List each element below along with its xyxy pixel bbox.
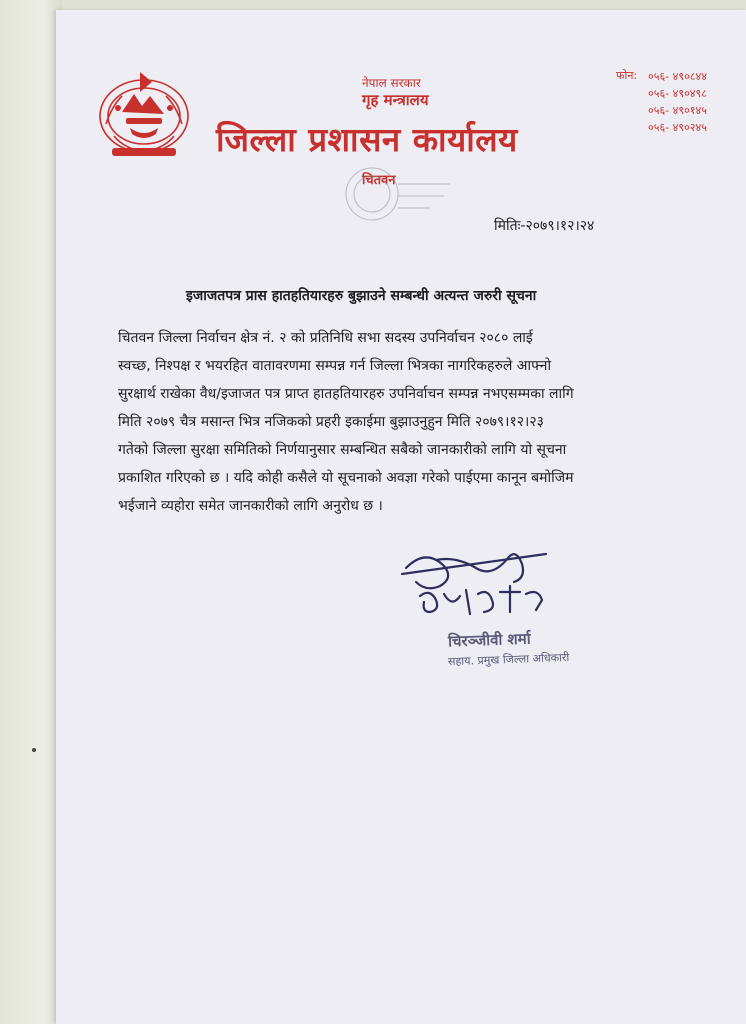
phone-list xyxy=(648,68,707,136)
district-name: चितवन xyxy=(362,173,396,188)
faint-office-stamp xyxy=(334,162,452,226)
phone-label: फोन: xyxy=(616,69,638,82)
signatory-title: सहाय. प्रमुख जिल्ला अधिकारी xyxy=(447,650,570,669)
handwritten-signature xyxy=(396,538,566,628)
office-title: जिल्ला प्रशासन कार्यालय xyxy=(216,120,518,159)
ministry-name: गृह मन्त्रालय xyxy=(362,91,429,109)
phone-number: ०५६- ४९०४९८ xyxy=(648,87,707,100)
government-name: नेपाल सरकार xyxy=(362,76,421,90)
notice-heading: इजाजतपत्र प्रास हातहतियारहरु बुझाउने सम्बन्धी अत्यन्त जरुरी सूचना xyxy=(186,288,537,304)
nepal-emblem-logo xyxy=(92,66,196,162)
body-line: सुरक्षार्थ राखेका वैध/इजाजत पत्र प्राप्त हातहतियारहरु उपनिर्वाचन सम्पन्न नभएसम्मका लागि xyxy=(118,386,574,402)
body-line: प्रकाशित गरिएको छ । यदि कोही कसैले यो सूचनाको अवज्ञा गरेको पाईएमा कानून बमोजिम xyxy=(118,470,574,486)
scan-background-edge xyxy=(0,0,62,1024)
body-line: स्वच्छ, निश्पक्ष र भयरहित वातावरणमा सम्पन्न गर्न जिल्ला भित्रका नागरिकहरुले आफ्नो xyxy=(118,358,552,374)
phone-number: ०५६- ४९०२४५ xyxy=(648,121,707,134)
letter-page xyxy=(56,10,746,1024)
scan-speck xyxy=(32,748,36,752)
phone-number: ०५६- ४९०१४५ xyxy=(648,104,707,117)
signatory-name: चिरञ्जीवी शर्मा xyxy=(447,629,531,651)
body-line: मिति २०७९ चैत्र मसान्त भित्र नजिकको प्रहरी इकाईमा बुझाउनुहुन मिति २०७९।१२।२३ xyxy=(118,414,544,430)
phone-number: ०५६- ४९०८४४ xyxy=(648,70,707,83)
notice-body xyxy=(118,324,574,520)
body-line: भईजाने व्यहोरा समेत जानकारीको लागि अनुरोध छ । xyxy=(118,498,383,514)
body-line: चितवन जिल्ला निर्वाचन क्षेत्र नं. २ को प्रतिनिधि सभा सदस्य उपनिर्वाचन २०८० लाई xyxy=(118,330,533,346)
letter-date: मितिः-२०७९।१२।२४ xyxy=(494,218,595,234)
body-line: गतेको जिल्ला सुरक्षा समितिको निर्णयानुसार सम्बन्धित सबैको जानकारीको लागि यो सूचना xyxy=(118,442,567,458)
